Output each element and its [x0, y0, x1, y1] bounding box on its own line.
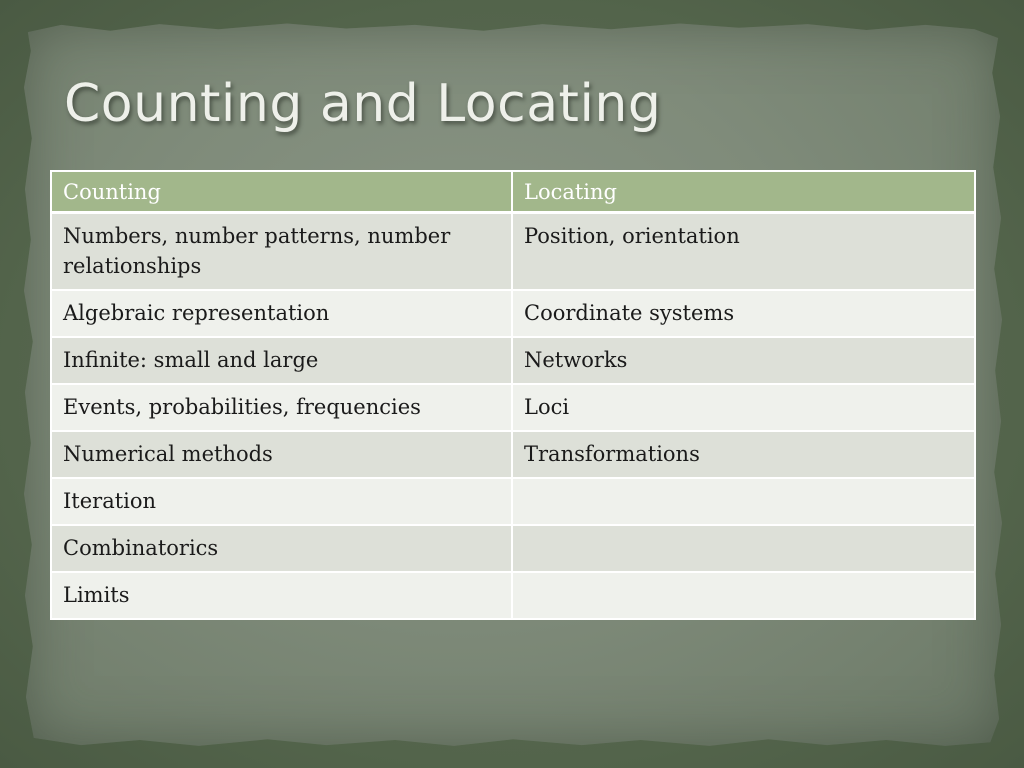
content-table — [50, 170, 976, 620]
content-table-container — [50, 170, 974, 620]
cell-locating — [512, 525, 975, 572]
table-header-row — [51, 171, 975, 213]
cell-locating: Transformations — [512, 431, 975, 478]
table-row — [51, 337, 975, 384]
table-row — [51, 525, 975, 572]
cell-locating: Coordinate systems — [512, 290, 975, 337]
cell-locating — [512, 478, 975, 525]
table-row — [51, 290, 975, 337]
cell-counting: Combinatorics — [51, 525, 512, 572]
cell-locating: Networks — [512, 337, 975, 384]
cell-counting: Infinite: small and large — [51, 337, 512, 384]
cell-locating — [512, 572, 975, 619]
cell-counting: Numerical methods — [51, 431, 512, 478]
table-row — [51, 213, 975, 291]
cell-counting: Iteration — [51, 478, 512, 525]
header-counting: Counting — [51, 171, 512, 213]
cell-locating: Position, orientation — [512, 213, 975, 291]
slide-title: Counting and Locating — [64, 74, 662, 134]
cell-counting: Events, probabilities, frequencies — [51, 384, 512, 431]
cell-counting: Numbers, number patterns, number relationships — [51, 213, 512, 291]
table-row — [51, 572, 975, 619]
cell-locating: Loci — [512, 384, 975, 431]
header-locating: Locating — [512, 171, 975, 213]
table-row — [51, 478, 975, 525]
cell-counting: Limits — [51, 572, 512, 619]
cell-counting: Algebraic representation — [51, 290, 512, 337]
table-row — [51, 384, 975, 431]
table-row — [51, 431, 975, 478]
